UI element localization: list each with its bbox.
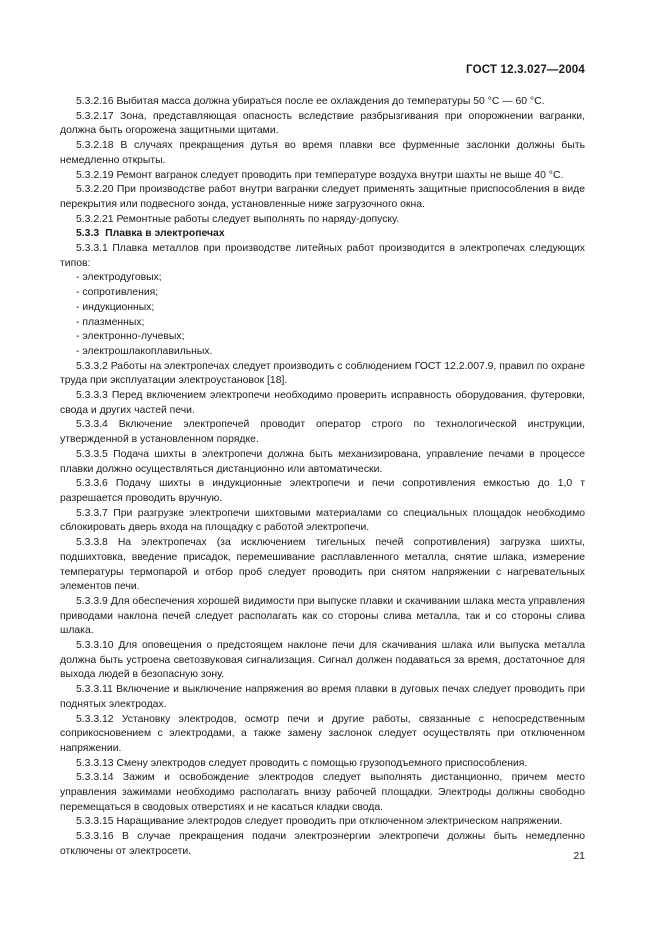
paragraph-5-3-2-19: 5.3.2.19 Ремонт вагранок следует проводить при температуре воздуха внутри шахты не выше 40 °С. bbox=[76, 169, 564, 181]
document-body bbox=[60, 95, 585, 860]
subsection-heading bbox=[60, 227, 585, 242]
list-item: - плазменных; bbox=[76, 316, 145, 328]
paragraph-5-3-2-16: 5.3.2.16 Выбитая масса должна убираться после ее охлаждения до температуры 50 °С — 60 °С. bbox=[76, 96, 545, 107]
paragraph-5-3-3-10: 5.3.3.10 Для оповещения о предстоящем наклоне печи для скачивания шлака или выпуска металла должна быть устроена светозвуковая сигнализация. Сигнал должен подаваться за время, достаточное для выхода людей в безопасную зону. bbox=[60, 640, 585, 681]
paragraph-5-3-2-21: 5.3.2.21 Ремонтные работы следует выполнять по наряду-допуску. bbox=[76, 213, 400, 225]
subsection-number: 5.3.3 bbox=[76, 228, 100, 240]
paragraph-5-3-3-4: 5.3.3.4 Включение электропечей проводит оператор строго по технологической инструкции, утвержденной в установленном порядке. bbox=[60, 419, 585, 446]
paragraph-5-3-3-15: 5.3.3.15 Наращивание электродов следует проводить при отключенном электрическом напряжении. bbox=[76, 816, 563, 828]
list-item: - электронно-лучевых; bbox=[76, 331, 185, 343]
page-number: 21 bbox=[573, 850, 585, 862]
paragraph-5-3-3-16: 5.3.3.16 В случае прекращения подачи электроэнергии электропечи должны быть немедленно отключены от электросети. bbox=[60, 831, 585, 857]
paragraph-5-3-3-3: 5.3.3.3 Перед включением электропечи необходимо проверить исправность оборудования, футеровки, свода и других частей печи. bbox=[60, 390, 585, 416]
list-item: - сопротивления; bbox=[76, 287, 159, 299]
list-item: - электродуговых; bbox=[76, 272, 162, 284]
paragraph-5-3-3-13: 5.3.3.13 Смену электродов следует проводить с помощью грузоподъемного приспособления. bbox=[76, 757, 528, 769]
document-standard-id: ГОСТ 12.3.027—2004 bbox=[466, 64, 585, 76]
paragraph-5-3-3-9: 5.3.3.9 Для обеспечения хорошей видимости при выпуске плавки и скачивании шлака места управления приводами наклона печей следует располагать как со стороны слива металла, так и со стороны слива шлака. bbox=[60, 595, 585, 637]
list-item: - электрошлакоплавильных. bbox=[76, 345, 213, 357]
paragraph-5-3-3-12: 5.3.3.12 Установку электродов, осмотр печи и другие работы, связанные с непосредственным соприкосновением с электродами, а также замену заслонок следует осуществлять при отключенном напряжении. bbox=[60, 713, 585, 754]
paragraph-5-3-3-7: 5.3.3.7 При разгрузке электропечи шихтовыми материалами со специальных площадок необходимо сблокировать дверь входа на площадку с работой электропечи. bbox=[60, 507, 585, 534]
paragraph-5-3-3-2: 5.3.3.2 Работы на электропечах следует производить с соблюдением ГОСТ 12.2.007.9, правил по охране труда при эксплуатации электроустановок [18]. bbox=[60, 360, 585, 387]
paragraph-5-3-3-1: 5.3.3.1 Плавка металлов при производстве литейных работ производится в электропечах следующих типов: bbox=[60, 243, 585, 269]
paragraph-5-3-2-18: 5.3.2.18 В случаях прекращения дутья во время плавки все фурменные заслонки должны быть немедленно открыты. bbox=[60, 140, 585, 166]
paragraph-5-3-3-5: 5.3.3.5 Подача шихты в электропечи должна быть механизирована, управление печами в процессе плавки должно осуществляться дистанционно или автоматически. bbox=[60, 448, 585, 475]
paragraph-5-3-3-6: 5.3.3.6 Подачу шихты в индукционные электропечи и печи сопротивления емкостью до 1,0 т разрешается проводить вручную. bbox=[60, 478, 585, 504]
paragraph-5-3-3-14: 5.3.3.14 Зажим и освобождение электродов следует выполнять дистанционно, причем место управления зажимами необходимо располагать внизу рабочей площадки. Электроды должны свободно перемещаться в сводовых отверстиях и не касаться кладки свода. bbox=[60, 772, 585, 813]
paragraph-5-3-2-20: 5.3.2.20 При производстве работ внутри вагранки следует применять защитные приспособления в виде перекрытия или подвесного зонда, установленные ниже загрузочного окна. bbox=[60, 184, 585, 210]
paragraph-5-3-3-11: 5.3.3.11 Включение и выключение напряжения во время плавки в дуговых печах следует проводить при поднятых электродах. bbox=[60, 684, 585, 710]
paragraph-5-3-2-17: 5.3.2.17 Зона, представляющая опасность вследствие разбрызгивания при опорожнении вагранки, должна быть огорожена защитными щитами. bbox=[60, 110, 585, 137]
list-item: - индукционных; bbox=[76, 301, 155, 313]
subsection-title: Плавка в электропечах bbox=[105, 228, 225, 240]
paragraph-5-3-3-8: 5.3.3.8 На электропечах (за исключением тигельных печей сопротивления) загрузка шихты, подшихтовка, введение присадок, перемешивание расплавленного металла, снятие шлака, измерение температуры термопарой и отбор проб следует проводить при снятом напряжении с нагревательных элементов печи. bbox=[60, 537, 585, 593]
